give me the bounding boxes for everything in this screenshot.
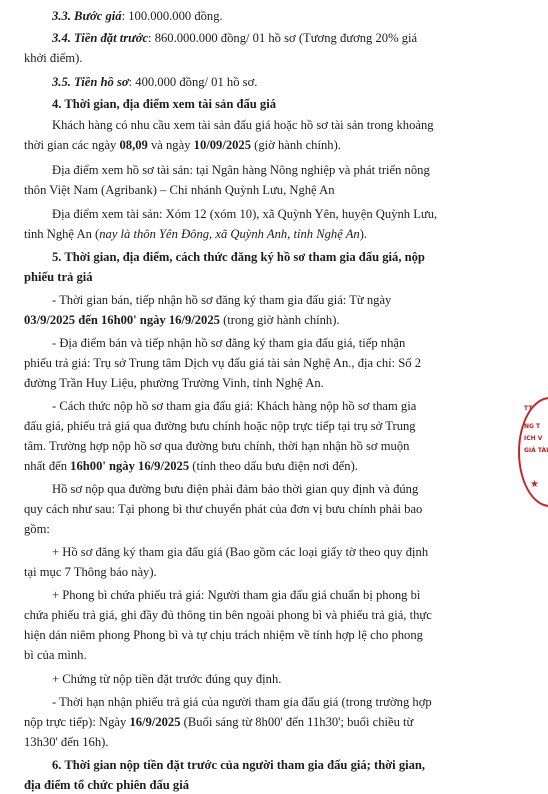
- text-segment: 10/09/2025: [193, 138, 252, 152]
- text-line-4: [52, 75, 526, 90]
- text-line-3: [24, 51, 526, 66]
- text-segment: và ngày: [147, 138, 194, 152]
- text-segment: (giờ hành chính).: [251, 138, 341, 152]
- text-line-24: [24, 502, 526, 517]
- text-line-12: [52, 250, 526, 265]
- text-segment: (trong giờ hành chính).: [219, 313, 340, 327]
- text-segment: 16/9/2025: [129, 715, 181, 729]
- text-segment: tâm. Trường hợp nộp hồ sơ qua đường bưu chính, thời hạn nhận hồ sơ muộn: [24, 439, 410, 453]
- text-segment: khởi điểm).: [24, 51, 83, 65]
- text-line-18: [24, 376, 526, 391]
- text-segment: đường Trần Huy Liệu, phường Trường Vinh, tỉnh Nghệ An.: [24, 376, 324, 390]
- text-line-26: [52, 545, 526, 560]
- text-segment: 08,09: [119, 138, 148, 152]
- text-segment: 5. Thời gian, địa điểm, cách thức đăng ký hồ sơ tham gia đấu giá, nộp: [52, 250, 425, 264]
- text-segment: : 100.000.000 đồng.: [121, 9, 223, 23]
- text-segment: quy cách như sau: Tại phong bì thư chuyển phát của đơn vị bưu chính phải bao: [24, 502, 423, 516]
- text-segment: 6. Thời gian nộp tiền đặt trước của người tham gia đấu giá; thời gian,: [52, 758, 426, 772]
- text-segment: nay là thôn Yên Đông, xã Quỳnh Anh, tỉnh Nghệ An: [99, 227, 360, 241]
- text-segment: Hồ sơ nộp qua đường bưu điện phải đảm bảo thời gian quy định và đúng: [52, 482, 419, 496]
- text-segment: phiếu trả giá: Trụ sở Trung tâm Dịch vụ đấu giá tài sản Nghệ An., địa chỉ: Số 2: [24, 356, 422, 370]
- star-icon: ★: [530, 479, 539, 490]
- text-segment: hiện dán niêm phong Phong bì và tự chịu trách nhiệm về tính hợp lệ cho phong: [24, 628, 423, 642]
- text-segment: 3.4. Tiền đặt trước: [52, 31, 149, 45]
- text-line-33: [52, 695, 526, 710]
- text-line-5: [52, 97, 526, 112]
- seal-text-4: GIÁ TÀI: [524, 447, 548, 454]
- text-line-14: [52, 293, 526, 308]
- text-segment: 16h00' ngày 16/9/2025: [70, 459, 190, 473]
- text-line-16: [52, 336, 526, 351]
- seal-text-1: TT: [524, 405, 533, 412]
- text-line-34: [24, 715, 526, 730]
- text-segment: gồm:: [24, 522, 50, 536]
- text-segment: tỉnh Nghệ An (: [24, 227, 100, 241]
- text-segment: Địa điểm xem hồ sơ tài sản: tại Ngân hàng Nông nghiệp và phát triển nông: [52, 163, 430, 177]
- text-segment: nhất đến: [24, 459, 71, 473]
- text-segment: 3.5. Tiền hồ sơ: [52, 75, 129, 89]
- text-segment: 13h30' đến 16h).: [24, 735, 109, 749]
- text-line-15: [24, 313, 526, 328]
- text-line-23: [52, 482, 526, 497]
- text-line-17: [24, 356, 526, 371]
- text-segment: nộp trực tiếp): Ngày: [24, 715, 130, 729]
- seal-text-3: ICH V: [524, 435, 543, 442]
- text-line-13: [24, 270, 526, 285]
- text-line-8: [52, 163, 526, 178]
- text-segment: Địa điểm xem tài sản: Xóm 12 (xóm 10), xã Quỳnh Yên, huyện Quỳnh Lưu,: [52, 207, 438, 221]
- text-segment: Khách hàng có nhu cầu xem tài sản đấu giá hoặc hồ sơ tài sản trong khoảng: [52, 118, 434, 132]
- text-segment: - Thời gian bán, tiếp nhận hồ sơ đăng ký tham gia đấu giá: Từ ngày: [52, 293, 392, 307]
- text-segment: - Thời hạn nhận phiếu trả giá của người tham gia đấu giá (trong trường hợp: [52, 695, 432, 709]
- text-line-21: [24, 439, 526, 454]
- text-line-32: [52, 672, 526, 687]
- text-segment: : 400.000 đồng/ 01 hồ sơ.: [128, 75, 258, 89]
- text-line-10: [52, 207, 526, 222]
- text-line-35: [24, 735, 526, 750]
- text-line-20: [24, 419, 526, 434]
- text-segment: - Địa điểm bán và tiếp nhận hồ sơ đăng ký tham gia đấu giá, tiếp nhận: [52, 336, 406, 350]
- text-segment: + Phong bì chứa phiếu trả giá: Người tham gia đấu giá chuẩn bị phong bì: [52, 588, 421, 602]
- text-line-7: [24, 138, 526, 153]
- text-segment: 03/9/2025 đến 16h00' ngày 16/9/2025: [24, 313, 220, 327]
- red-seal-stamp: [512, 397, 548, 507]
- text-segment: thôn Việt Nam (Agribank) – Chi nhánh Quỳnh Lưu, Nghệ An: [24, 183, 335, 197]
- text-line-28: [52, 588, 526, 603]
- text-line-38: [24, 778, 526, 793]
- text-segment: bì của mình.: [24, 648, 87, 662]
- text-segment: - Cách thức nộp hồ sơ tham gia đấu giá: Khách hàng nộp hồ sơ tham gia: [52, 399, 417, 413]
- text-line-2: [52, 31, 526, 46]
- text-line-22: [24, 459, 526, 474]
- text-line-1: [52, 9, 526, 24]
- text-segment: 4. Thời gian, địa điểm xem tài sản đấu giá: [52, 97, 277, 111]
- text-segment: thời gian các ngày: [24, 138, 120, 152]
- text-line-9: [24, 183, 526, 198]
- text-line-11: [24, 227, 526, 242]
- text-segment: (tính theo dấu bưu điện nơi đến).: [189, 459, 358, 473]
- seal-text-2: NG T: [524, 423, 541, 430]
- text-segment: + Hồ sơ đăng ký tham gia đấu giá (Bao gồm các loại giấy tờ theo quy định: [52, 545, 429, 559]
- text-segment: phiếu trả giá: [24, 270, 93, 284]
- text-segment: ).: [359, 227, 368, 241]
- text-line-29: [24, 608, 526, 623]
- text-segment: (Buổi sáng từ 8h00' đến 11h30'; buổi chiều từ: [180, 715, 414, 729]
- text-line-30: [24, 628, 526, 643]
- text-segment: chứa phiếu trả giá, ghi đầy đủ thông tin bên ngoài phong bì và phiếu trả giá, thực: [24, 608, 432, 622]
- text-segment: đấu giá, phiếu trả giá qua đường bưu chính hoặc nộp trực tiếp tại trụ sở Trung: [24, 419, 416, 433]
- text-line-31: [24, 648, 526, 663]
- text-line-27: [24, 565, 526, 580]
- text-line-6: [52, 118, 526, 133]
- text-line-19: [52, 399, 526, 414]
- text-segment: : 860.000.000 đồng/ 01 hồ sơ (Tương đương 20% giá: [148, 31, 418, 45]
- text-segment: + Chứng từ nộp tiền đặt trước đúng quy định.: [52, 672, 282, 686]
- text-line-37: [52, 758, 526, 773]
- text-segment: địa điểm tổ chức phiên đấu giá: [24, 778, 190, 792]
- text-line-25: [24, 522, 526, 537]
- text-segment: 3.3. Bước giá: [52, 9, 122, 23]
- text-segment: tại mục 7 Thông báo này).: [24, 565, 157, 579]
